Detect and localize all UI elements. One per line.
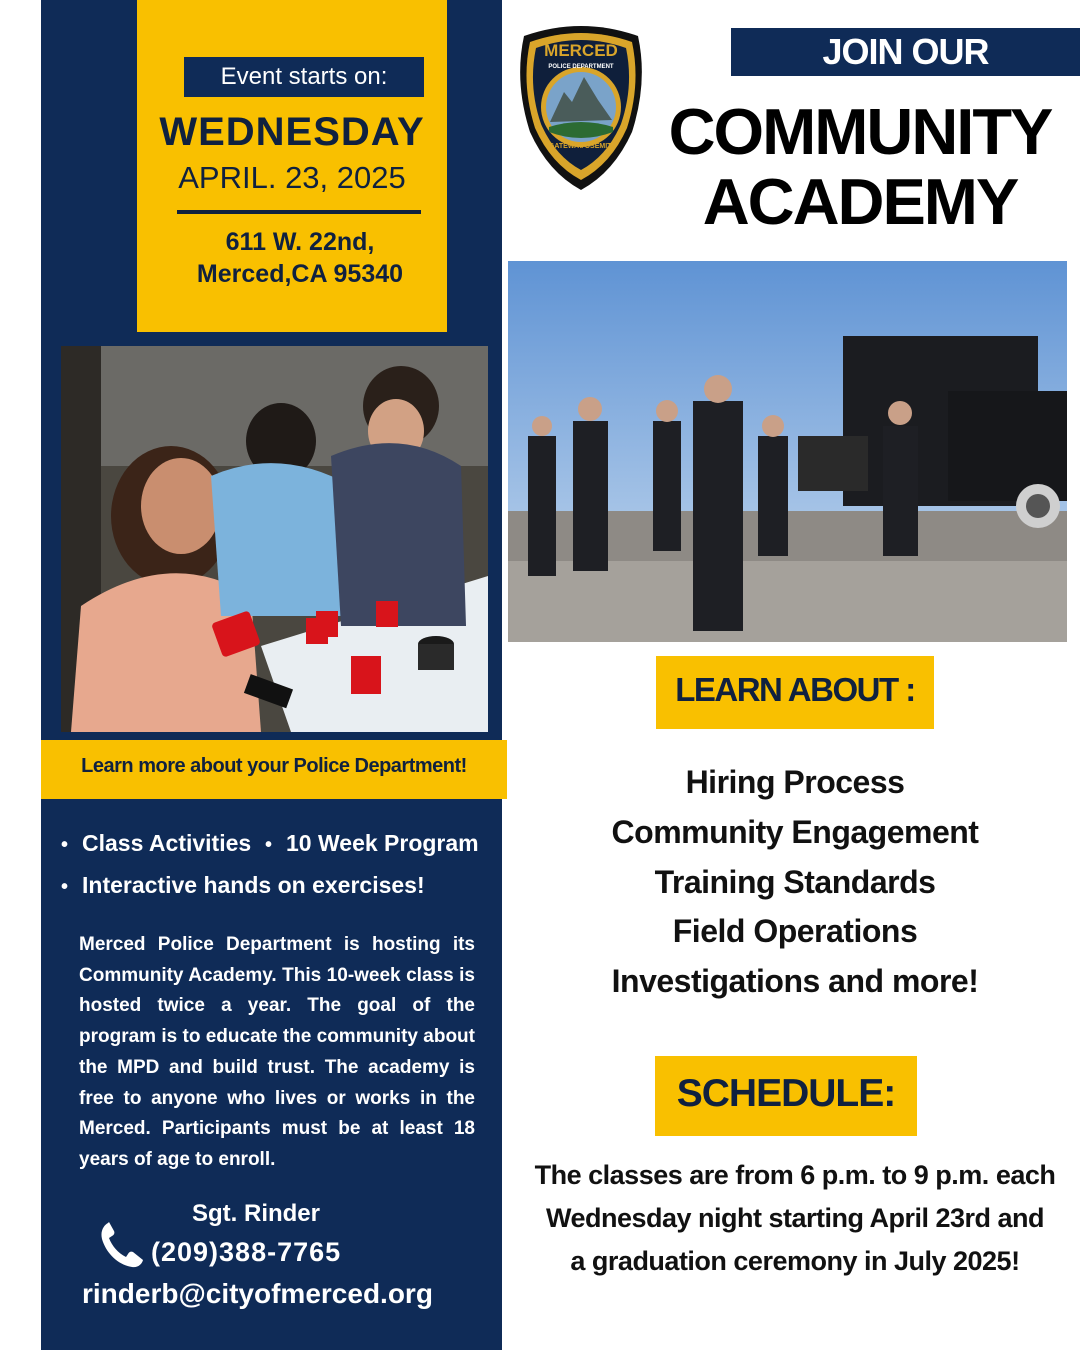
join-our-banner: JOIN OUR	[731, 28, 1080, 76]
badge-top-text: MERCED	[544, 41, 618, 60]
feature-interactive: • Interactive hands on exercises!	[61, 872, 425, 899]
contact-name: Sgt. Rinder	[191, 1200, 320, 1227]
topic-item: Hiring Process	[685, 764, 905, 800]
event-address	[137, 226, 463, 290]
topic-item: Field Operations	[672, 913, 918, 949]
badge-sub-text: POLICE DEPARTMENT	[548, 64, 614, 70]
contact-phone[interactable]: (209)388-7765	[151, 1237, 342, 1267]
students-activity-photo	[61, 346, 488, 732]
schedule-line-2: Wednesday night starting April 23rd and	[545, 1203, 1045, 1233]
badge-ribbon-right: YOSEMITE	[579, 143, 617, 150]
program-description: Merced Police Department is hosting its Community Academy. This 10-week class is hosted twice a year. The goal of the program is to educate the community about the MPD and build trust. The academy is free to anyone who lives or works in the Merced. Participants must be at least 18 years of age to enroll.	[79, 934, 475, 1170]
feature-class-activities: • Class Activities	[61, 830, 251, 857]
learn-more-banner: Learn more about your Police Department!	[41, 740, 507, 799]
schedule-line-1: The classes are from 6 p.m. to 9 p.m. each	[534, 1160, 1056, 1190]
schedule-details	[525, 1154, 1065, 1283]
event-start-label: Event starts on:	[184, 57, 424, 97]
badge-ribbon-left: GATEWAY	[548, 143, 584, 150]
address-line-1: 611 W. 22nd,	[225, 228, 375, 256]
title-academy: ACADEMY	[702, 165, 1018, 238]
address-line-2: Merced,CA 95340	[196, 260, 404, 288]
phone-icon	[98, 1219, 144, 1269]
merced-police-badge	[514, 22, 648, 192]
learn-about-heading: LEARN ABOUT :	[656, 656, 934, 729]
event-day: WEDNESDAY	[159, 110, 425, 154]
outdoor-group-photo	[508, 261, 1067, 642]
topic-item: Community Engagement	[611, 814, 979, 850]
topic-item: Investigations and more!	[611, 963, 979, 999]
feature-program-length: • 10 Week Program	[265, 830, 479, 857]
schedule-heading: SCHEDULE:	[655, 1056, 917, 1136]
schedule-line-3: a graduation ceremony in July 2025!	[570, 1246, 1020, 1276]
event-divider	[177, 210, 421, 214]
topic-item: Training Standards	[654, 864, 936, 900]
contact-email[interactable]: rinderb@cityofmerced.org	[82, 1278, 433, 1309]
title-community: COMMUNITY	[668, 95, 1052, 168]
event-date: APRIL. 23, 2025	[178, 160, 406, 195]
